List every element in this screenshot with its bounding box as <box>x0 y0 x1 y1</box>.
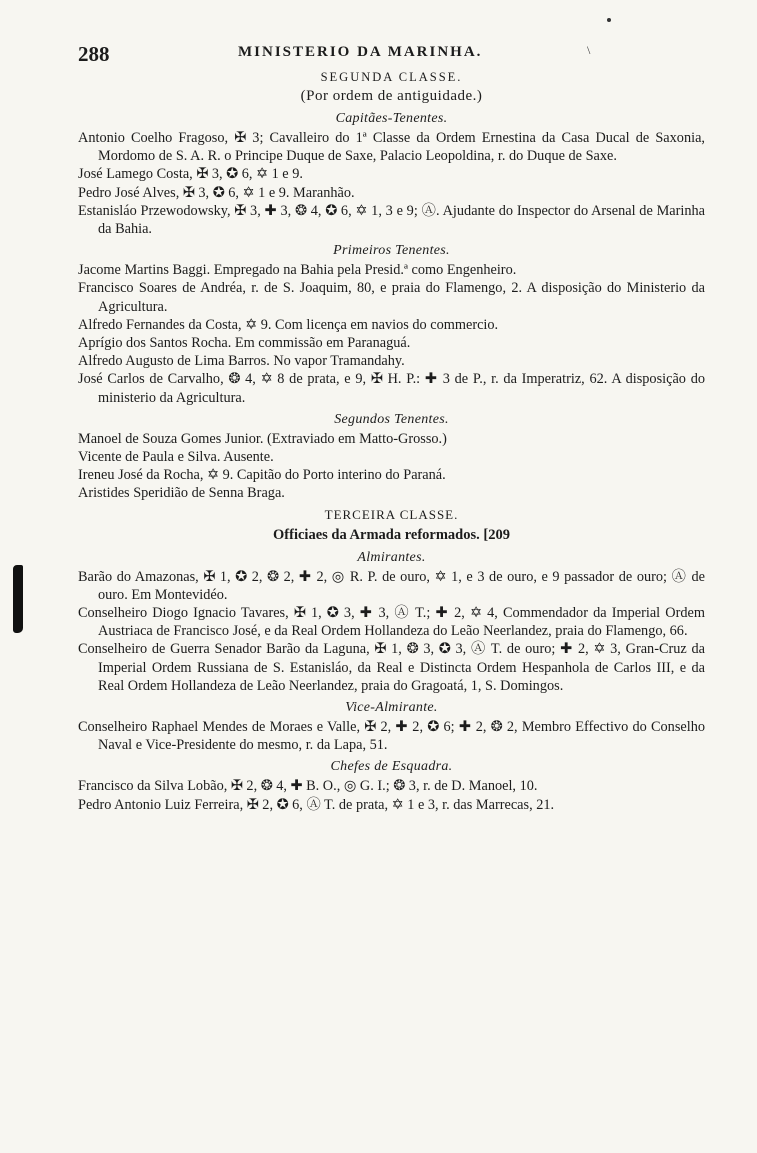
list-item: Conselheiro Raphael Mendes de Moraes e Valle, ✠ 2, ✚ 2, ✪ 6; ✚ 2, ❂ 2, Membro Effectivo do Conselho Naval e Vice-Presidente do mesmo, r. da Lapa, 51. <box>78 719 705 754</box>
section-title: TERCEIRA CLASSE. <box>324 506 459 522</box>
ink-speck <box>607 18 611 22</box>
page-header <box>78 38 705 66</box>
list-item: Aprígio dos Santos Rocha. Em commissão em Paranaguá. <box>78 335 411 352</box>
page-number: 288 <box>78 42 110 66</box>
rank-heading: Segundos Tenentes. <box>334 411 449 427</box>
margin-ink-stain <box>13 565 23 633</box>
list-item: Ireneu José da Rocha, ✡ 9. Capitão do Porto interino do Paraná. <box>78 467 446 484</box>
list-item: Francisco Soares de Andréa, r. de S. Joaquim, 80, e praia do Flamengo, 2. A disposição do Ministerio da Agricultura. <box>78 280 705 315</box>
list-item: Jacome Martins Baggi. Empregado na Bahia pela Presid.ª como Engenheiro. <box>78 262 517 279</box>
section-title: SEGUNDA CLASSE. <box>320 70 463 84</box>
list-item: José Lamego Costa, ✠ 3, ✪ 6, ✡ 1 e 9. <box>78 166 303 183</box>
list-item: Conselheiro Diogo Ignacio Tavares, ✠ 1, ✪ 3, ✚ 3, Ⓐ T.; ✚ 2, ✡ 4, Commendador da Imperial Ordem Austriaca de Francisco José, e da Real Ordem Hollandeza do Leão Neerlandez, praia do Flamengo, 66. <box>78 605 705 640</box>
list-item: Pedro José Alves, ✠ 3, ✪ 6, ✡ 1 e 9. Maranhão. <box>78 184 355 201</box>
list-item: Antonio Coelho Fragoso, ✠ 3; Cavalleiro do 1ª Classe da Ordem Ernestina da Casa Ducal de Saxonia, Mordomo de S. A. R. o Principe Duque de Saxe, Palacio Leopoldina, r. do Duque de Saxe. <box>78 130 705 165</box>
list-item: Barão do Amazonas, ✠ 1, ✪ 2, ❂ 2, ✚ 2, ◎ R. P. de ouro, ✡ 1, e 3 de ouro, e 9 passador de ouro; Ⓐ de ouro. Em Montevidéo. <box>78 568 705 603</box>
list-item: Manoel de Souza Gomes Junior. (Extraviado em Matto-Grosso.) <box>78 430 447 447</box>
list-item: Pedro Antonio Luiz Ferreira, ✠ 2, ✪ 6, Ⓐ T. de prata, ✡ 1 e 3, r. das Marrecas, 21. <box>78 796 555 813</box>
section-note: Officiaes da Armada reformados. [209 <box>273 526 510 543</box>
list-item: Estanisláo Przewodowsky, ✠ 3, ✚ 3, ❂ 4, ✪ 6, ✡ 1, 3 e 9; Ⓐ. Ajudante do Inspector do Arsenal de Marinha da Bahia. <box>78 202 705 238</box>
list-item: Aristides Speridião de Senna Braga. <box>78 485 285 502</box>
list-item: Conselheiro de Guerra Senador Barão da Laguna, ✠ 1, ❂ 3, ✪ 3, Ⓐ T. de ouro; ✚ 2, ✡ 3, Gran-Cruz da Imperial Ordem Russiana de S. Estanisláo, da Real e Distincta Ordem Hespanhola de Carlos III, e da Real Ordem Hollandeza de Leão Neerlandez, praia do Gragoatá, 1, S. Domingos. <box>78 641 705 694</box>
list-item: José Carlos de Carvalho, ❂ 4, ✡ 8 de prata, e 9, ✠ H. P.: ✚ 3 de P., r. da Imperatriz, 62. A disposição do ministerio da Agricultura. <box>78 371 705 406</box>
rank-heading: Almirantes. <box>357 549 426 565</box>
list-item: Alfredo Fernandes da Costa, ✡ 9. Com licença em navios do commercio. <box>78 316 499 333</box>
list-item: Francisco da Silva Lobão, ✠ 2, ❂ 4, ✚ B. O., ◎ G. I.; ❂ 3, r. de D. Manoel, 10. <box>78 778 538 795</box>
list-item: Alfredo Augusto de Lima Barros. No vapor Tramandahy. <box>78 353 405 370</box>
section-note: (Por ordem de antiguidade.) <box>300 88 483 104</box>
running-title: MINISTERIO DA MARINHA. <box>238 44 483 60</box>
rank-heading: Chefes de Esquadra. <box>330 759 453 775</box>
ink-mark: \ <box>587 43 591 57</box>
list-item: Vicente de Paula e Silva. Ausente. <box>78 449 274 466</box>
rank-heading: Capitães-Tenentes. <box>335 111 448 126</box>
rank-heading: Primeiros Tenentes. <box>333 243 450 259</box>
rank-heading: Vice-Almirante. <box>345 700 438 716</box>
